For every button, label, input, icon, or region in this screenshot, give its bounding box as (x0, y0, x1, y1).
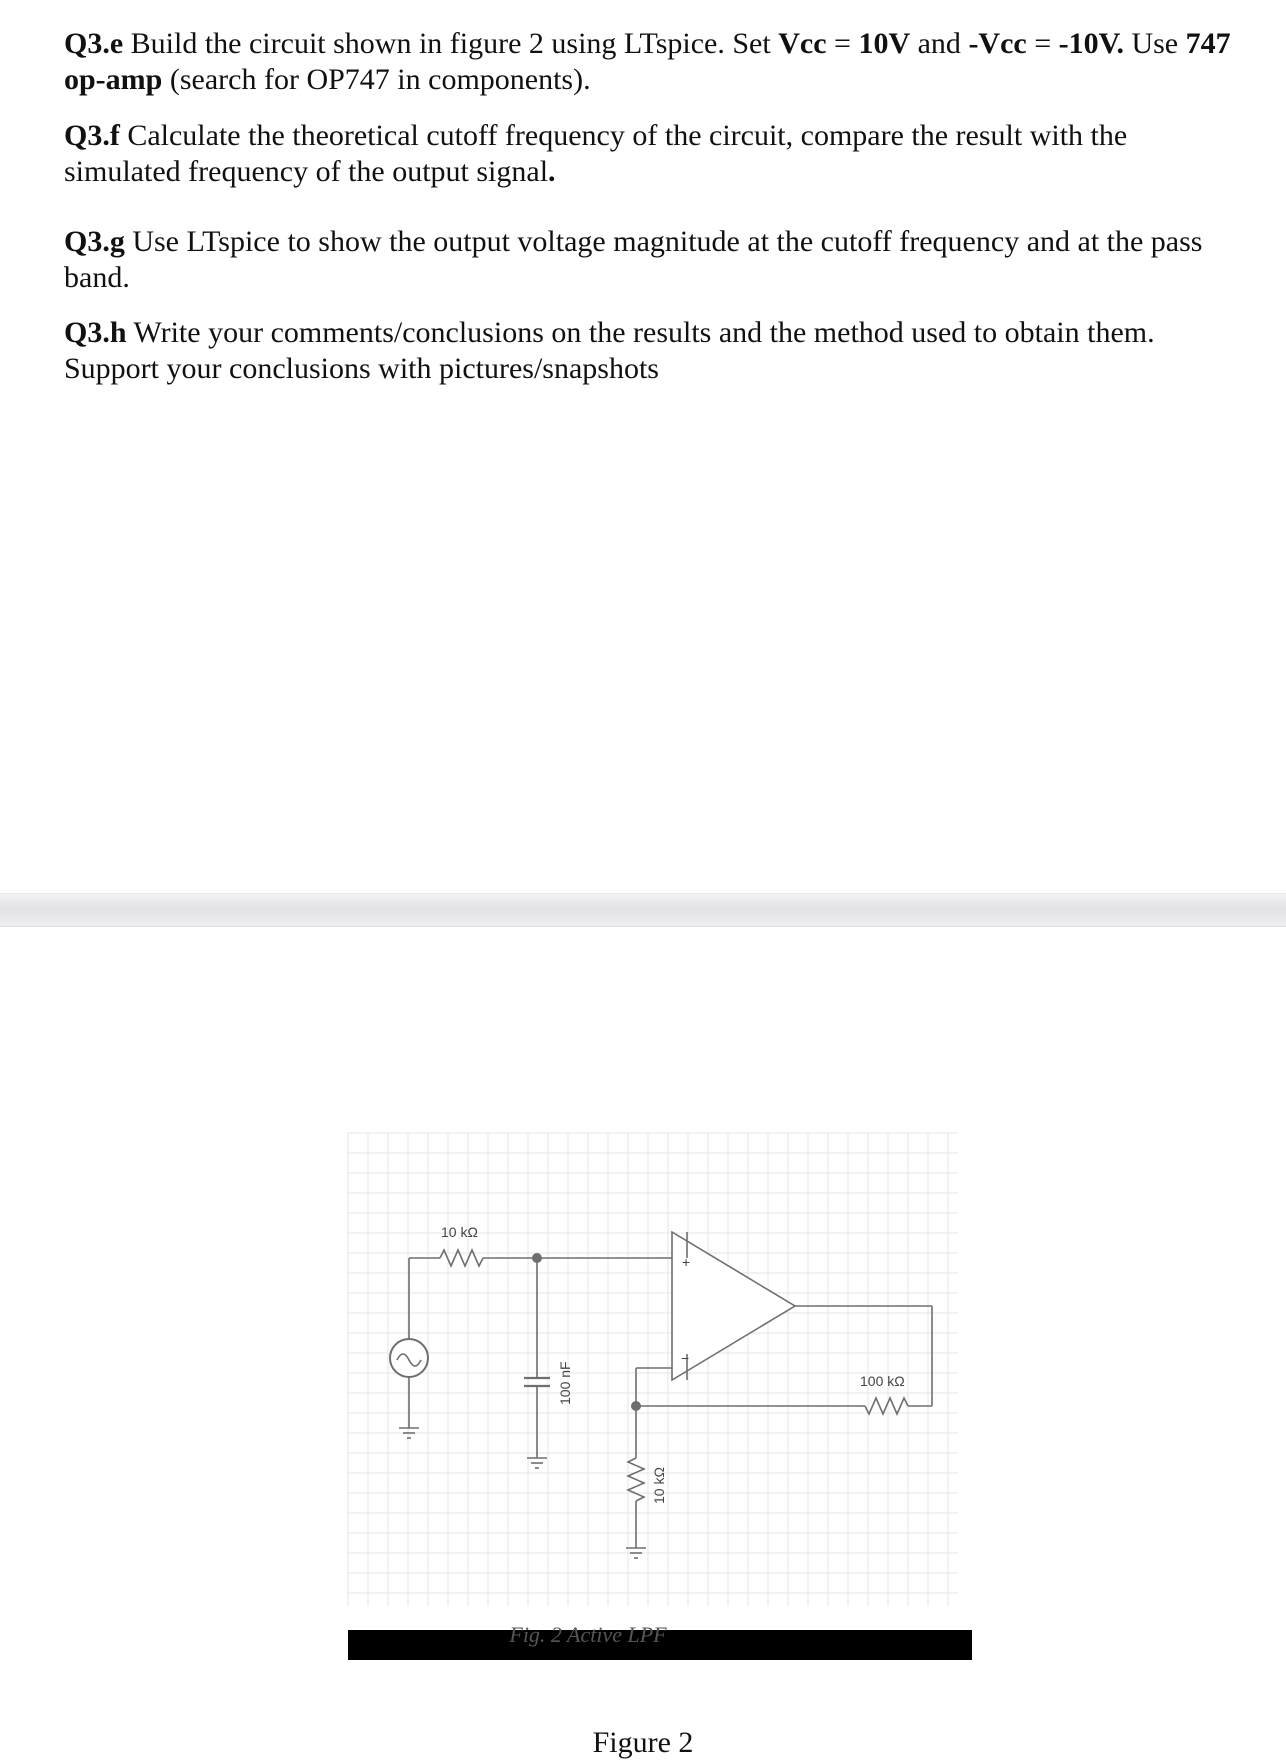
question-text-run: -Vcc (968, 27, 1027, 60)
question-text-run: Use (1123, 27, 1186, 60)
question-text-run: -10V. (1058, 27, 1124, 60)
question-text-run: Build the circuit shown in figure 2 using LTspice. Set (123, 27, 779, 60)
question-text-run: Q3.e (64, 27, 124, 60)
question-text-run: Q3.g (64, 225, 125, 258)
question-text-run: (search for OP747 in components). (162, 63, 591, 96)
ac-source-icon (390, 1339, 428, 1377)
question-text-run: Use LTspice to show the output voltage magnitude at the cutoff frequency and at the pass band. (64, 225, 1203, 294)
schematic-grid (348, 1133, 958, 1606)
label-r-ground: 10 kΩ (651, 1467, 667, 1504)
opamp-plus-label: + (682, 1254, 691, 1270)
question-text-run: 10V (858, 27, 911, 60)
question-text-run: Write your comments/conclusions on the results and the method used to obtain them. Support your conclusions with pictures/snapshots (64, 316, 1155, 385)
resistor-feedback-icon (865, 1398, 908, 1414)
question-text-run: Q3.h (64, 316, 127, 349)
label-r-input: 10 kΩ (441, 1224, 478, 1240)
opamp-icon (672, 1232, 795, 1380)
question-text-run: 747 op-amp (64, 27, 1231, 96)
junction-dot (532, 1253, 542, 1263)
resistor-ground-icon (628, 1458, 644, 1501)
question-text-run: Vcc (778, 27, 827, 60)
question-text-run: and (910, 27, 969, 60)
question-text-run: . (548, 155, 556, 188)
figure-caption: Fig. 2 Active LPF (509, 1622, 667, 1647)
question-text-run: Calculate the theoretical cutoff frequency of the circuit, compare the result with the simulated frequency of the output signal (64, 119, 1128, 188)
label-r-feedback: 100 kΩ (860, 1373, 905, 1389)
question-text-run: = (826, 27, 859, 60)
question-text-run: = (1026, 27, 1059, 60)
question-text-run: Q3.f (64, 119, 120, 152)
junction-dot (631, 1401, 641, 1411)
opamp-minus-label: − (681, 1350, 690, 1366)
figure-label: Figure 2 (592, 1726, 694, 1759)
label-capacitor: 100 nF (557, 1361, 573, 1405)
resistor-input-icon (440, 1250, 483, 1266)
